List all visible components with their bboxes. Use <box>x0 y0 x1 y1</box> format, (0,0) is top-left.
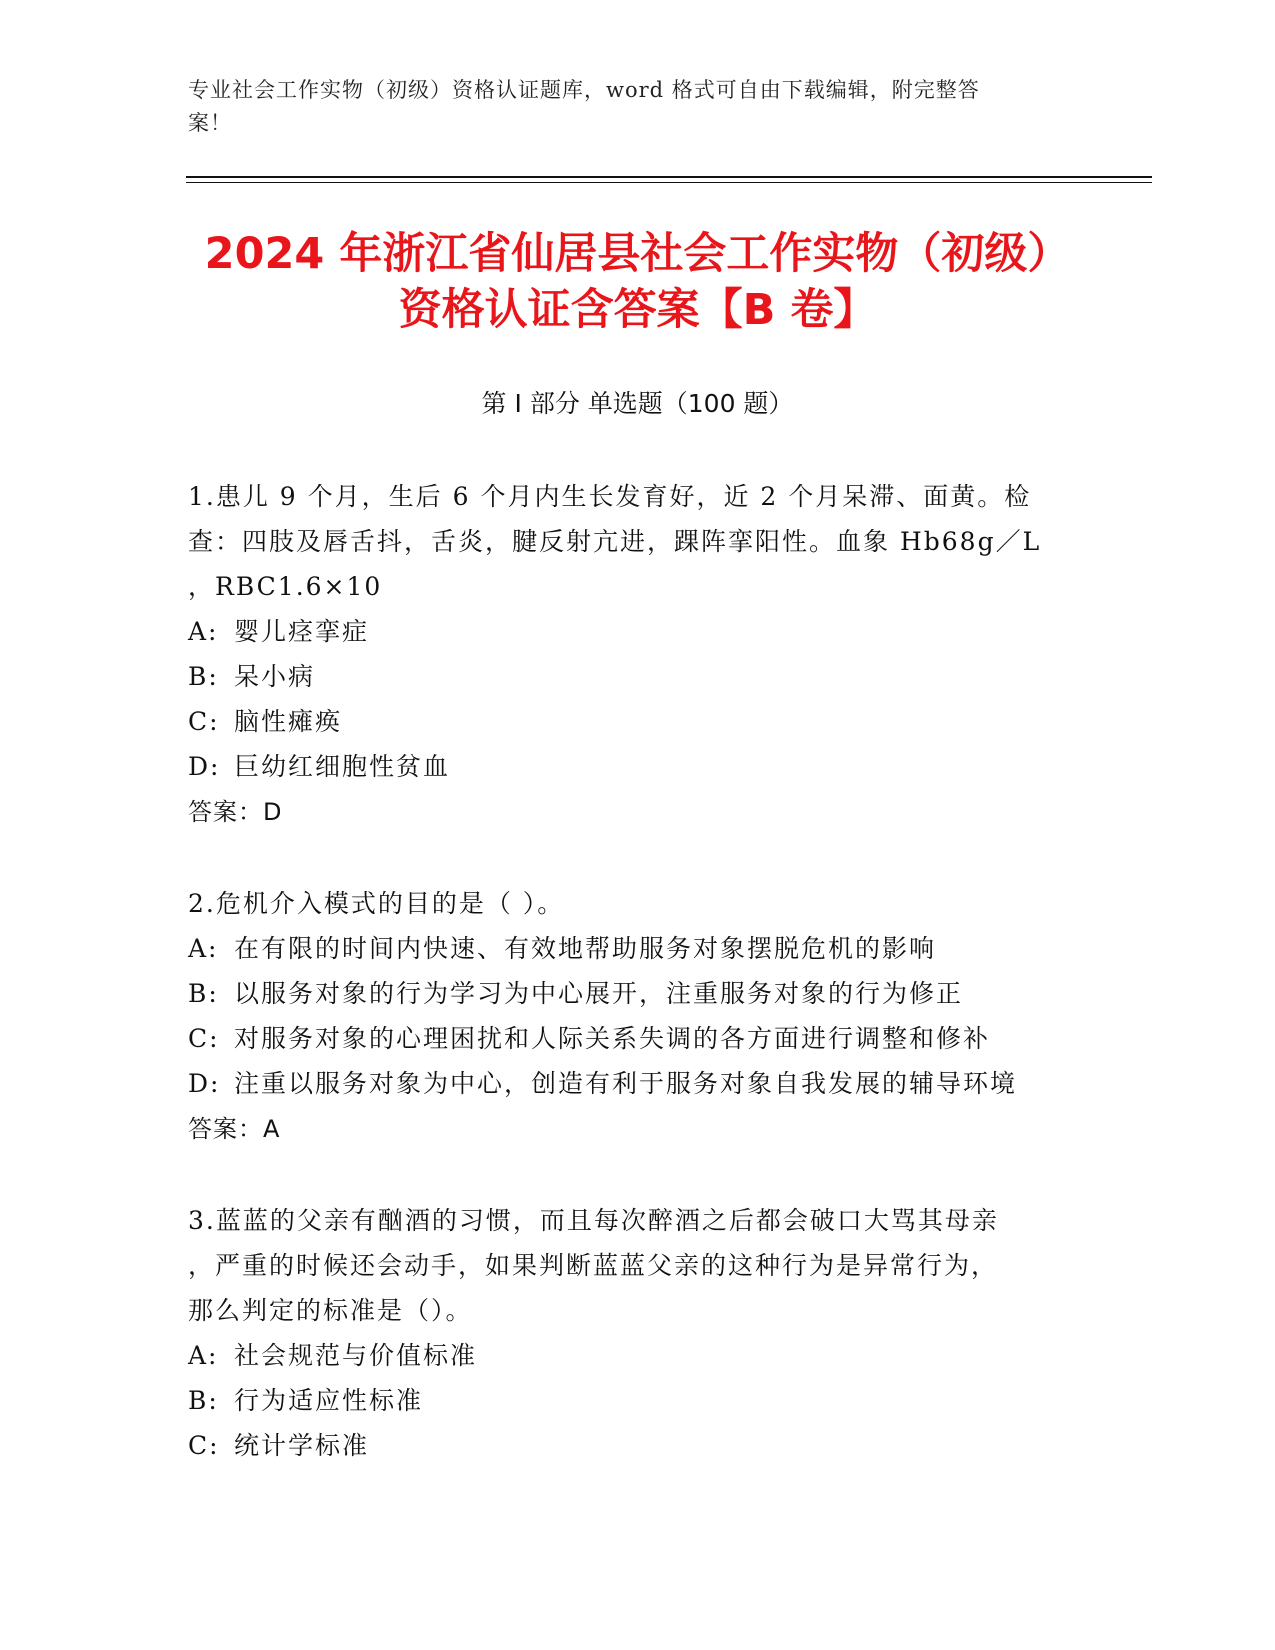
option-label: C: <box>188 707 220 736</box>
option-label: D: <box>188 752 221 781</box>
question-3 <box>188 1198 1088 1468</box>
option-a <box>188 926 1088 971</box>
option-c <box>188 1423 1088 1468</box>
option-label: A: <box>188 617 219 646</box>
option-a <box>188 1333 1088 1378</box>
option-c <box>188 699 1088 744</box>
question-stem-line: 查：四肢及唇舌抖，舌炎，腱反射亢进，踝阵挛阳性。血象 Hb68g／L <box>188 527 1042 556</box>
option-label: D: <box>188 1069 221 1098</box>
option-text: 婴儿痉挛症 <box>234 617 370 646</box>
question-2 <box>188 881 1088 1152</box>
option-text: 社会规范与价值标准 <box>234 1341 478 1370</box>
option-label: B: <box>188 662 219 691</box>
header-divider-thin <box>186 182 1152 183</box>
question-list <box>188 474 1088 1514</box>
question-stem-line: ，严重的时候还会动手，如果判断蓝蓝父亲的这种行为是异常行为， <box>188 1251 999 1280</box>
document-title-line: 2024 年浙江省仙居县社会工作实物（初级） <box>204 229 1071 279</box>
option-text: 统计学标准 <box>234 1431 370 1460</box>
section-title: 第 I 部分 单选题（100 题） <box>481 389 794 418</box>
option-c <box>188 1016 1088 1061</box>
header-note-line: 专业社会工作实物（初级）资格认证题库，word 格式可自由下载编辑，附完整答 <box>188 78 980 102</box>
question-stem-line: ，RBC1.6×10 <box>188 572 383 601</box>
option-label: A: <box>188 934 219 963</box>
option-a <box>188 609 1088 654</box>
option-b <box>188 1378 1088 1423</box>
option-text: 以服务对象的行为学习为中心展开，注重服务对象的行为修正 <box>234 979 964 1008</box>
option-b <box>188 654 1088 699</box>
option-text: 在有限的时间内快速、有效地帮助服务对象摆脱危机的影响 <box>234 934 937 963</box>
option-text: 巨幼红细胞性贫血 <box>234 752 451 781</box>
question-stem <box>188 881 1088 926</box>
option-d <box>188 1061 1088 1106</box>
question-1 <box>188 474 1088 835</box>
document-title-line: 资格认证含答案【B 卷】 <box>398 285 877 335</box>
option-text: 呆小病 <box>234 662 316 691</box>
option-d <box>188 744 1088 789</box>
option-text: 行为适应性标准 <box>234 1386 424 1415</box>
answer-line: 答案：D <box>188 798 283 826</box>
answer-line: 答案：A <box>188 1115 281 1143</box>
document-title <box>130 226 1145 338</box>
header-note <box>188 74 1088 140</box>
question-stem-line: 2.危机介入模式的目的是（ ）。 <box>188 889 565 918</box>
option-label: A: <box>188 1341 219 1370</box>
question-stem-line: 那么判定的标准是（）。 <box>188 1296 473 1325</box>
question-stem-line: 3.蓝蓝的父亲有酗酒的习惯，而且每次醉酒之后都会破口大骂其母亲 <box>188 1206 999 1235</box>
option-text: 脑性瘫痪 <box>234 707 343 736</box>
question-stem-line: 1.患儿 9 个月，生后 6 个月内生长发育好，近 2 个月呆滞、面黄。检 <box>188 482 1032 511</box>
option-text: 对服务对象的心理困扰和人际关系失调的各方面进行调整和修补 <box>234 1024 991 1053</box>
header-note-line: 案！ <box>188 111 232 135</box>
question-stem <box>188 474 1088 609</box>
option-label: B: <box>188 979 219 1008</box>
question-stem <box>188 1198 1088 1333</box>
header-divider-thick <box>186 176 1152 178</box>
option-label: C: <box>188 1024 220 1053</box>
option-text: 注重以服务对象为中心，创造有利于服务对象自我发展的辅导环境 <box>234 1069 1018 1098</box>
option-b <box>188 971 1088 1016</box>
option-label: C: <box>188 1431 220 1460</box>
option-label: B: <box>188 1386 219 1415</box>
